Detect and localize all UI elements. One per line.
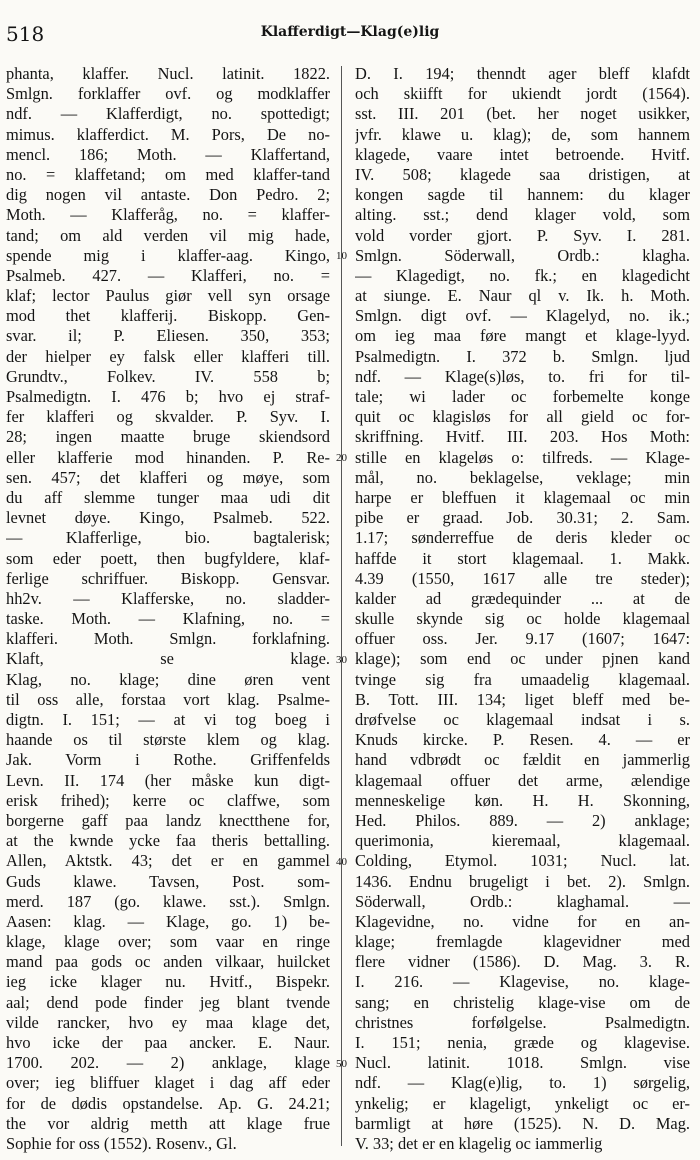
text-line: ndf. — Klafferdigt, no. spottedigt; — [6, 104, 330, 124]
text-line: drøfvelse oc klagemaal indsat i s. — [355, 710, 690, 729]
text-line: mand paa gods oc anden vilkaar, huilcket — [6, 952, 330, 972]
text-line: tvinge sig fra umaadelig klagemaal. — [355, 669, 690, 689]
line-number: 40 — [336, 855, 347, 868]
text-line: phanta, klaffer. Nucl. latinit. 1822. — [6, 64, 330, 83]
text-line: Söderwall, Ordb.: klaghamal. — — [355, 891, 690, 911]
text-line: pibe er graad. Job. 30.31; 2. Sam. — [355, 508, 690, 528]
text-line: klage; fremlagde klagevidner med — [355, 932, 690, 952]
text-line: flere vidner (1586). D. Mag. 3. R. — [355, 952, 690, 972]
page-number: 518 — [6, 22, 45, 46]
text-line: 1700. 202. — 2) anklage, klage — [6, 1053, 330, 1073]
running-head: Klafferdigt—Klag(e)lig — [260, 24, 440, 40]
text-line: Guds klawe. Tavsen, Post. som- — [6, 871, 330, 891]
text-line: spende mig i klaffer-aag. Kingo, — [6, 245, 330, 265]
text-line: til oss alle, forstaa vort klag. Psalme- — [6, 689, 330, 709]
text-line: at the kwnde ycke faa theris bettalling. — [6, 831, 330, 851]
text-line: for de dødis opstandelse. Ap. G. 24.21; — [6, 1093, 330, 1113]
text-line: Sophie for oss (1552). Rosenv., Gl. — [6, 1133, 237, 1153]
column-divider — [341, 66, 342, 1146]
text-line: Psalmedigtn. I. 372 b. Smlgn. ljud — [355, 346, 690, 366]
text-line: Moth. — Klafferåg, no. = klaffer- — [6, 205, 330, 225]
text-line: IV. 508; klagede saa dristigen, at — [355, 164, 690, 184]
page-header — [0, 22, 700, 46]
text-line: hvo icke der paa ancker. E. Naur. — [6, 1033, 330, 1052]
text-line: digtn. I. 151; — at vi tog boeg i — [6, 710, 330, 729]
text-line: vold vorder gjort. P. Syv. I. 281. — [355, 225, 690, 245]
text-line: ferlige schriffuer. Biskopp. Gensvar. — [6, 568, 330, 588]
text-line: Allen, Aktstk. 43; det er en gammel — [6, 851, 330, 871]
text-line: Smlgn. digt ovf. — Klagelyd, no. ik.; — [355, 306, 690, 326]
text-line: haande os til største klem og klag. — [6, 730, 330, 750]
text-line: over; ieg bliffuer klaget i dag aff eder — [6, 1073, 330, 1093]
text-line: mod thet klafferij. Biskopp. Gen- — [6, 306, 330, 326]
text-line: der hielper ey falsk eller klafferi till. — [6, 346, 330, 366]
text-line: stille en klageløs o: tilfreds. — Klage- — [355, 447, 690, 467]
text-line: Smlgn. forklaffer ovf. og modklaffer — [6, 84, 330, 104]
text-line: B. Tott. III. 134; liget bleff med be- — [355, 689, 690, 709]
text-line: kalder ad grædequinder ... at de — [355, 588, 690, 608]
text-line: no. = klaffetand; om med klaffer-tand — [6, 164, 330, 184]
text-line: querimonia, kieremaal, klagemaal. — [355, 831, 690, 851]
text-line: eller klafferie mod hinanden. P. Re- — [6, 447, 330, 467]
text-line: svar. il; P. Eliesen. 350, 353; — [6, 326, 330, 346]
text-line: mål, no. beklagelse, veklage; min — [355, 467, 690, 487]
line-number: 20 — [336, 451, 347, 464]
text-line: och skiifft for ukiendt jordt (1564). — [355, 84, 690, 104]
text-line: klagede, vaare intet betroende. Hvitf. — [355, 144, 690, 164]
text-line: Aasen: klag. — Klage, go. 1) be- — [6, 911, 330, 931]
text-line: Klaft, se klage. — [6, 649, 330, 669]
text-line: Klag, no. klage; dine øren vent — [6, 669, 330, 689]
text-line: Nucl. latinit. 1018. Smlgn. vise — [355, 1053, 690, 1073]
text-line: 4.39 (1550, 1617 alle tre steder); — [355, 568, 690, 588]
text-line: D. I. 194; thenndt ager bleff klafdt — [355, 64, 690, 83]
text-line: Jak. Vorm i Rothe. Griffenfelds — [6, 750, 330, 770]
text-line: sang; en christelig klage-vise om de — [355, 992, 690, 1012]
text-line: skulle skynde sig oc holde klagemaal — [355, 609, 690, 629]
text-line: vilde rancker, hvo ey maa klage det, — [6, 1012, 330, 1032]
text-line: menneskelige køn. H. H. Skonning, — [355, 790, 690, 810]
text-line: barmligt at høre (1525). N. D. Mag. — [355, 1113, 690, 1133]
text-line: mimus. klafferdict. M. Pors, De no- — [6, 124, 330, 144]
text-line: mencl. 186; Moth. — Klaffertand, — [6, 144, 330, 164]
text-line: klaf; lector Paulus giør vell syn orsage — [6, 286, 330, 306]
text-line: taske. Moth. — Klafning, no. = — [6, 609, 330, 629]
text-line: Smlgn. Söderwall, Ordb.: klagha. — [355, 245, 690, 265]
text-line: I. 216. — Klagevise, no. klage- — [355, 972, 690, 992]
text-line: dig nogen vil antaste. Don Pedro. 2; — [6, 185, 330, 205]
text-line: levnet døye. Kingo, Psalmeb. 522. — [6, 508, 330, 528]
text-line: sen. 457; det klafferi og møye, som — [6, 467, 330, 487]
text-line: hh2v. — Klafferske, no. sladder- — [6, 588, 330, 608]
text-line: skriffning. Hvitf. III. 203. Hos Moth: — [355, 427, 690, 447]
text-line: ynkelig; er klageligt, ynkeligt oc er- — [355, 1093, 690, 1113]
text-line: klage); som end oc under pjnen kand — [355, 649, 690, 669]
text-line: 1436. Endnu brugeligt i bet. 2). Smlgn. — [355, 871, 690, 891]
text-line: om ieg maa føre mangt et klage-lyyd. — [355, 326, 690, 346]
text-line: klafferi. Moth. Smlgn. forklafning. — [6, 629, 330, 649]
text-line: kongen sagde til hannem: du klager — [355, 185, 690, 205]
line-number: 10 — [336, 249, 347, 262]
line-number: 30 — [336, 653, 347, 666]
text-line: alting. sst.; dend klager vold, som — [355, 205, 690, 225]
text-line: Hed. Philos. 889. — 2) anklage; — [355, 810, 690, 830]
text-line: — Klagedigt, no. fk.; en klagedicht — [355, 265, 690, 285]
text-line: aal; dend pode finder jeg blant tvende — [6, 992, 330, 1012]
text-line: Grundtv., Folkev. IV. 558 b; — [6, 366, 330, 386]
text-line: jvfr. klawe u. klag); de, som hannem — [355, 124, 690, 144]
text-line: 1.17; sønderreffue de deris kleder oc — [355, 528, 690, 548]
text-line: V. 33; det er en klagelig oc iammerlig — [355, 1133, 603, 1153]
text-line: Klagevidne, no. vidne for en an- — [355, 911, 690, 931]
text-line: ieg icke klager nu. Hvitf., Bispekr. — [6, 972, 330, 992]
text-line: tale; wi lader oc forbemelte konge — [355, 387, 690, 406]
text-line: Knuds kircke. P. Resen. 4. — er — [355, 730, 690, 750]
right-column — [355, 64, 690, 1154]
text-line: — Klafferlige, bio. bagtalerisk; — [6, 528, 330, 548]
text-line: merd. 187 (go. klawe. sst.). Smlgn. — [6, 891, 330, 911]
text-line: Psalmedigtn. I. 476 b; hvo ej straf- — [6, 387, 330, 406]
text-line: I. 151; nenia, græde og klagevise. — [355, 1033, 690, 1052]
text-line: fer klafferi og skvalder. P. Syv. I. — [6, 407, 330, 427]
text-line: klage, klage over; som vaar en ringe — [6, 932, 330, 952]
text-line: at siunge. E. Naur ql v. Ik. h. Moth. — [355, 286, 690, 306]
text-line: harpe er bleffuen it klagemaal oc min — [355, 487, 690, 507]
text-line: quit oc klagisløs for all gield oc for- — [355, 407, 690, 427]
text-line: 28; ingen maatte bruge skiendsord — [6, 427, 330, 447]
text-line: erisk frihed); kerre oc claffwe, som — [6, 790, 330, 810]
text-line: ndf. — Klage(s)løs, to. fri for til- — [355, 366, 690, 386]
text-line: haffde it stort klagemaal. 1. Makk. — [355, 548, 690, 568]
text-line: som eder poett, then bugfyldere, klaf- — [6, 548, 330, 568]
text-line: offuer oss. Jer. 9.17 (1607; 1647: — [355, 629, 690, 649]
text-line: hand vdbrødt oc fældit en jammerlig — [355, 750, 690, 770]
text-line: tand; om ald verden vil mig hade, — [6, 225, 330, 245]
text-line: sst. III. 201 (bet. her noget usikker, — [355, 104, 690, 124]
left-column — [6, 64, 330, 1154]
text-line: the vor aldrig metth att klage frue — [6, 1113, 330, 1133]
text-line: ndf. — Klag(e)lig, to. 1) sørgelig, — [355, 1073, 690, 1093]
text-line: Psalmeb. 427. — Klafferi, no. = — [6, 265, 330, 285]
text-line: klagemaal offuer det arme, ælendige — [355, 770, 690, 790]
text-line: Levn. II. 174 (her måske kun digt- — [6, 770, 330, 790]
text-line: christnes forfølgelse. Psalmedigtn. — [355, 1012, 690, 1032]
text-line: borgerne gaff paa landz knectthene for, — [6, 810, 330, 830]
text-line: Colding, Etymol. 1031; Nucl. lat. — [355, 851, 690, 871]
line-number: 50 — [336, 1057, 347, 1070]
text-line: du aff slemme tunger maa udi dit — [6, 487, 330, 507]
